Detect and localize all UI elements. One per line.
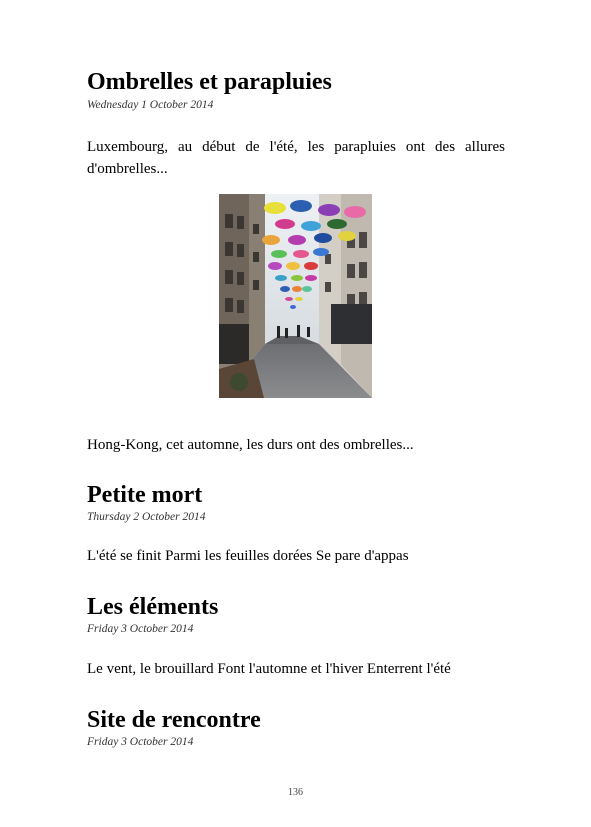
post-date: Friday 3 October 2014 [87, 736, 194, 748]
page-number: 136 [288, 787, 303, 798]
post-date: Thursday 2 October 2014 [87, 511, 206, 523]
umbrella-street-photo [219, 194, 372, 398]
post-paragraph: Hong-Kong, cet automne, les durs ont des ombrelles... [87, 437, 414, 453]
post-title: Ombrelles et parapluies [87, 69, 332, 95]
post-title: Les éléments [87, 594, 219, 620]
post-date: Friday 3 October 2014 [87, 623, 194, 635]
post-paragraph: L'été se finit Parmi les feuilles dorées Se pare d'appas [87, 548, 409, 564]
post-title: Petite mort [87, 482, 203, 508]
post-date: Wednesday 1 October 2014 [87, 99, 214, 111]
post-paragraph: Le vent, le brouillard Font l'automne et l'hiver Enterrent l'été [87, 661, 451, 677]
post-title: Site de rencontre [87, 707, 261, 733]
post-paragraph: Luxembourg, au début de l'été, les parapluies ont des allures d'ombrelles... [87, 139, 505, 177]
